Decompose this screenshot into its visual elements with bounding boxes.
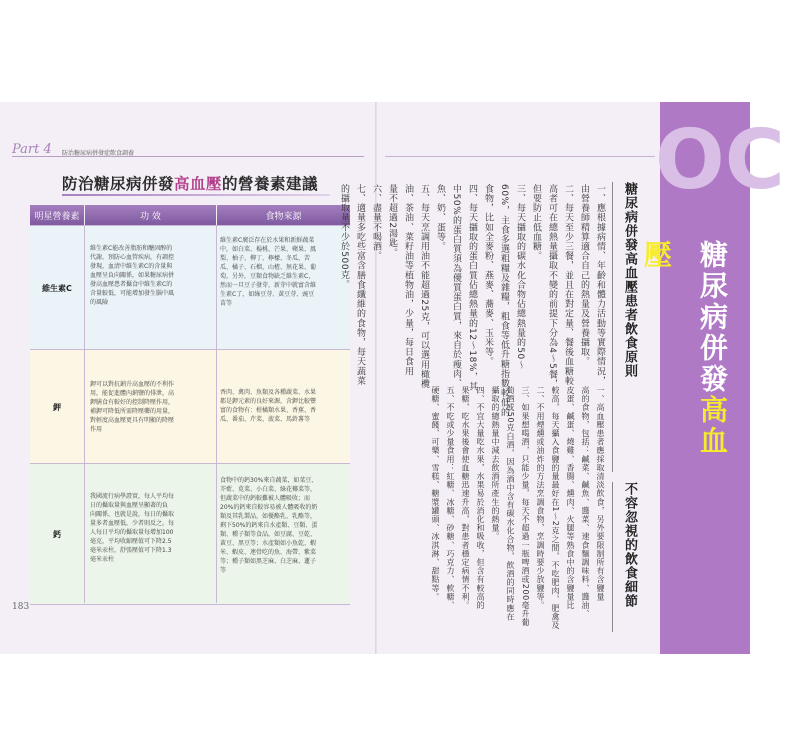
table-header-nutrient: 明星營養素 [30, 205, 84, 225]
title-underline [62, 194, 330, 196]
table-divider [84, 225, 85, 603]
table-divider [216, 225, 217, 603]
table-row [30, 349, 350, 464]
title-suffix: 的營養素建議 [222, 175, 319, 193]
section-body-diet-principles: 一、應根據病情、年齡和體力活動等實際情況， 由營養師精算適合自己的熱量及營養攝取。 二、每天至少三餐，並且在對定量、餐後血糖較 高者可在總熱量攝取不變的前提下分為4～5餐， 但要防止低血糖。 三、每天攝取的碳水化合物佔總熱量的50～ 60%，主食多選粗糧及雜糧，粗食等低升糖指數較低的 食物，比如全麥粉、燕麥、蕎麥、玉米等。 四、每天攝取的蛋白質佔總熱量的12～18%，其 中50%的蛋白質須為優質蛋白質，來自於瘦肉、 魚、奶、蛋等。 五、每天烹調用油不能超過25克，可以選用橄欖 油、茶油、菜籽油等植物油，少量，每日食用 量不超過2湯匙。 六、盡量不喝酒。 七、適量多吃些富含膳食纖維的食物，每天蔬菜 的攝取量不少於500克。 [339, 184, 605, 418]
nutrient-source: 維生素C廣泛存在於水果和新鮮蔬菜 中，如白菜、楊桃、芒果、蘋果、鳳 梨、柚子、柳丁、檸檬、冬瓜、苦 瓜、橘子、石榴、山楂、無花果、葡 萄，另外，豆類食物缺乏維生素C， 然而一旦豆子發芽，新芽中就富含維 生素C了，如綠豆芽、黃豆芽、豌豆 苗等 [220, 237, 317, 307]
tab-title-prefix: 糖尿病併發 [696, 240, 729, 395]
table-row [30, 225, 350, 350]
page-number: 183 [12, 602, 30, 612]
nutrient-source: 食物中的鈣30%來自蔬菜，如菜豆、 芥藍、莧菜、小白菜、綠花椰菜等， 但蔬菜中的鈣較難被人體吸收；而 20%的鈣來自較容易被人體吸收的奶 類及其乳製品，如優酪乳、乳酪等， 剩下50%的鈣來自水產類、豆類、蛋 類、種子類等食品，如豆腐、豆乾、 黃豆、黑豆等；水產類如小魚乾、蝦 米、蝦皮、連骨吃的魚、海帶、紫菜 等；種子類如黑芝麻、白芝麻、蓮子 等 [220, 477, 318, 574]
table-row [30, 463, 350, 605]
nutrient-name: 鈣 [53, 529, 61, 539]
nutrient-effect: 鉀可以對抗鈉升高血壓的不利作 用，能促進體內鈉鹽的排泄，高 鉀膳食有較好的控制降壓作用， 補鉀可降低所需降壓藥的用量， 對輕度高血壓更具有明顯的降壓 作用 [90, 381, 175, 433]
title-prefix: 防治糖尿病併發 [62, 175, 175, 193]
page-title [62, 172, 318, 194]
section-body-diet-details: 一、高血壓患者應採取清淡飲食，另外要限制所有含鹽量 高的食物，包括：鹹菜、鹹魚、醬菜、速食麵調味料、醬油、 皮蛋、鹹蛋、燒雞、香腸、燻肉、火腿等熟食中的含鹽量比 較高，每天攝入食鹽的量最好在1～2克之間，不吃肥肉、肥禽及 二、不用煙燻或油炸的方法烹調食物，烹調時要少放鹽等。 三、如果想喝酒，只能少量，每天不超過一瓶啤酒或200毫升葡 萄酒或50克白酒，因為酒中含有碳水化合物，飲酒的同時應在 攝取的總熱量中減去飲酒所產生的熱量。 四、不宜大量吃水果，水果易於消化和吸收，但含有較高的 果糖，吃水果後會使血糖迅速升高，對患者穩定病情不利。 五、不吃或少量食用：紅糖、冰糖、砂糖、巧克力、軟糖、 硬糖、蜜餞、可樂、雪糕、糖漿罐頭、冰淇淋、甜點等。 [431, 386, 605, 630]
tab-title-highlight: 高血壓 [640, 240, 729, 457]
nutrient-name: 維生素C [42, 283, 72, 293]
chapter-tab-title [640, 240, 740, 480]
chapter-tab-letters: OC [655, 113, 785, 208]
book-spread [0, 102, 785, 654]
table-header-effect: 功 效 [85, 205, 216, 225]
header-rule [385, 156, 655, 157]
nutrient-effect: 我國流行病學證實，每人平均每 日的攝取量與血壓呈顯著的負 向關係，也就是說，每日的攝取 量多者血壓低，少者則反之。每 人每日平均的攝取量每增加100 毫克，平均收縮壓值可下降2.5 毫米汞柱，舒張壓值可下降1.3 毫米汞柱 [90, 493, 175, 563]
nutrient-name: 鉀 [53, 402, 61, 412]
nutrient-effect: 維生素C能改善脂肪和醣固醇的 代謝，預防心血管疾病，有調控 發現，血清中維生素C的含量與 血壓呈負向關係，如果糖尿病併 發高血壓患者攝食中維生素C的 含量較低，可能增加發生腦中風 的風險 [90, 245, 175, 306]
part-subtitle: 防治糖尿病併發症飲食調養 [62, 150, 135, 157]
section-title-diet-details: 不容忽視的飲食細節 [622, 482, 637, 608]
section-rule [612, 482, 613, 632]
section-rule [612, 182, 613, 472]
nutrient-source: 香肉、禽肉、魚類及各種蔬菜、水果 都是鉀元素的良好來源，含鉀比較豐 富的食物有：柑橘類水果、香蕉、香 瓜、番茄、芹菜、菠菜、馬鈴薯等 [220, 389, 317, 423]
title-highlight: 高血壓 [174, 175, 223, 193]
section-title-diet-principles: 糖尿病併發高血壓患者飲食原則 [622, 182, 637, 378]
part-label: Part 4 [12, 142, 52, 157]
table-header-source: 食物來源 [217, 205, 350, 225]
